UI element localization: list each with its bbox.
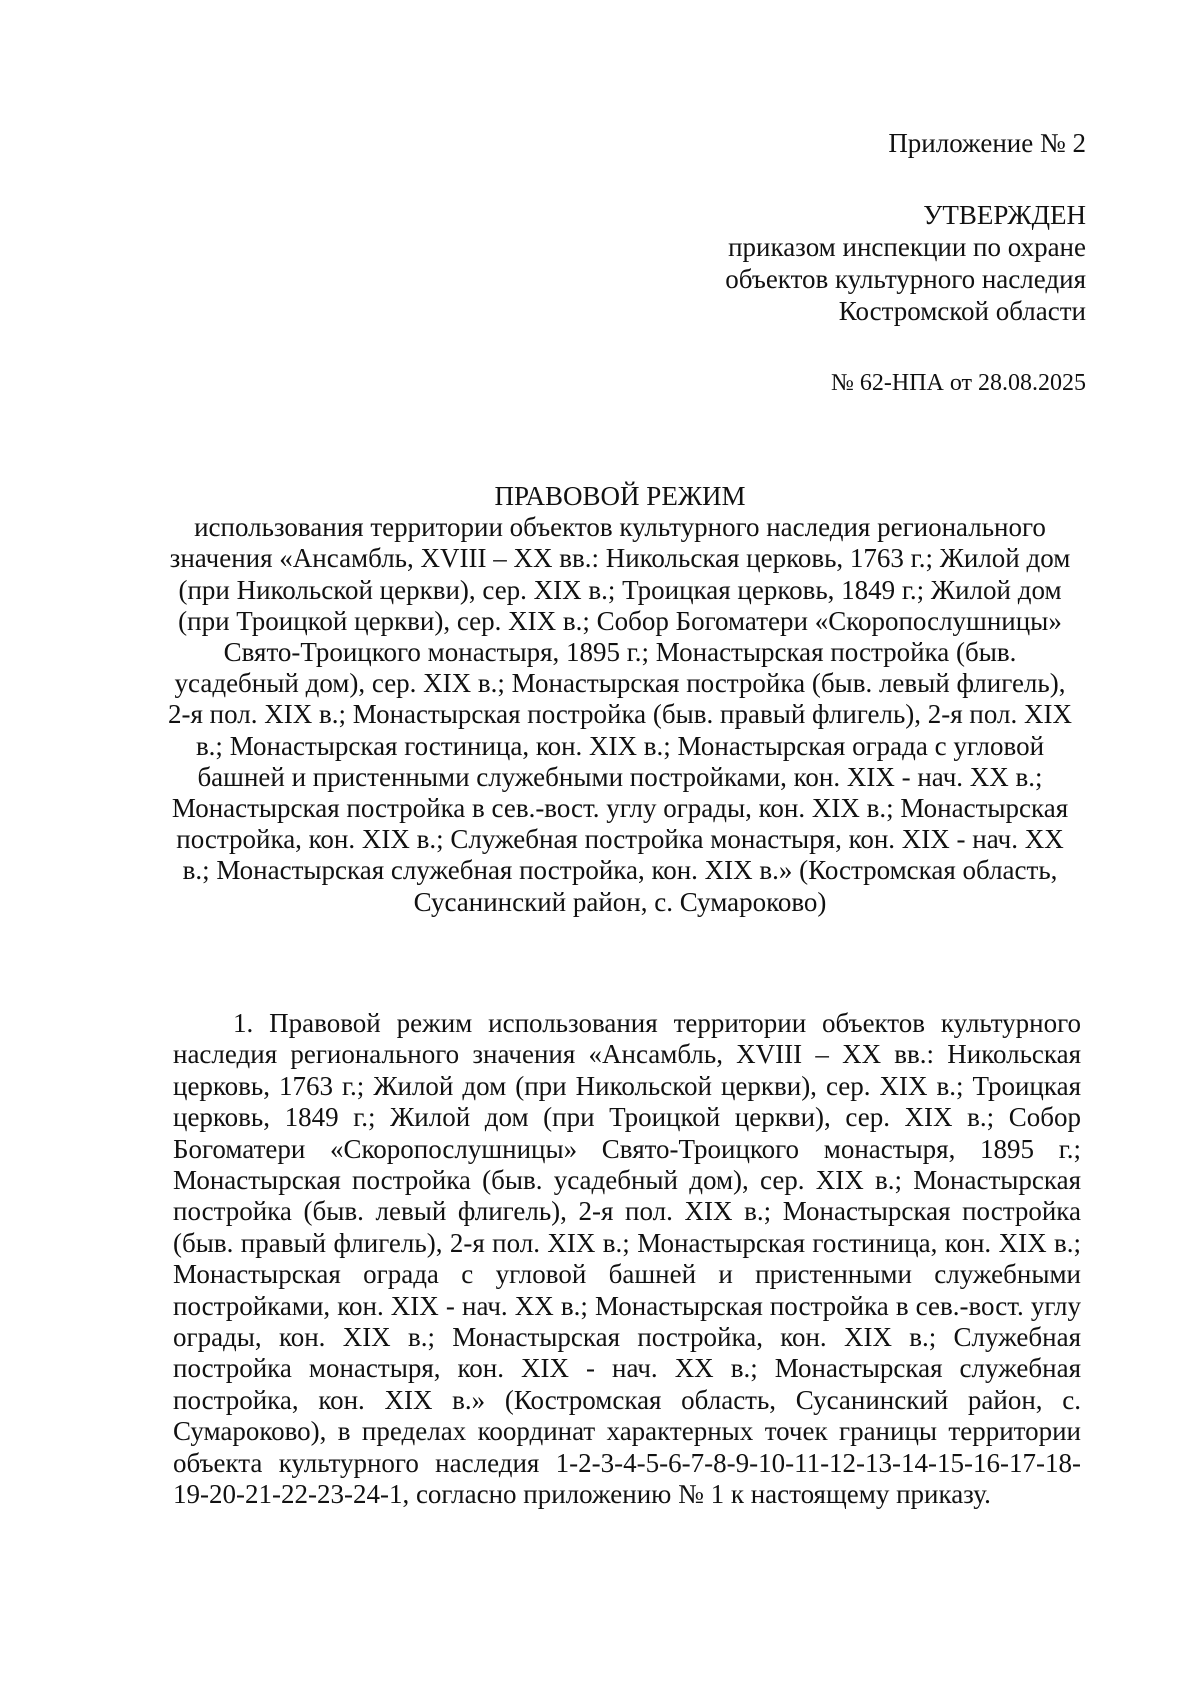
approved-by-line-3: Костромской области	[838, 296, 1086, 326]
document-title	[160, 481, 1080, 918]
approval-block	[725, 127, 1086, 399]
title-heading: ПРАВОВОЙ РЕЖИМ	[494, 481, 746, 511]
appendix-label: Приложение № 2	[888, 128, 1086, 158]
approved-by-line-2: объектов культурного наследия	[725, 264, 1086, 294]
approved-stamp: УТВЕРЖДЕН	[923, 200, 1086, 230]
paragraph-1: 1. Правовой режим использования территории объектов культурного наследия регионального значения «Ансамбль, XVIII – XX вв.: Никольская церковь, 1763 г.; Жилой дом (при Никольской церкви), сер. XIX в.; Троицкая церковь, 1849 г.; Жилой дом (при Троицкой церкви), сер. XIX в.; Собор Богоматери «Скоропослушницы» Свято-Троицкого монастыря, 1895 г.; Монастырская постройка (быв. усадебный дом), сер. XIX в.; Монастырская постройка (быв. левый флигель), 2-я пол. XIX в.; Монастырская постройка (быв. правый флигель), 2-я пол. XIX в.; Монастырская гостиница, кон. XIX в.; Монастырская ограда с угловой башней и пристенными служебными постройками, кон. XIX - нач. XX в.; Монастырская постройка в сев.-вост. углу ограды, кон. XIX в.; Монастырская постройка, кон. XIX в.; Служебная постройка монастыря, кон. XIX - нач. XX в.; Монастырская служебная постройка, кон. XIX в.» (Костромская область, Сусанинский район, с. Сумароково), в пределах координат характерных точек границы территории объекта культурного наследия 1-2-3-4-5-6-7-8-9-10-11-12-13-14-15-16-17-18-19-20-21-22-23-24-1, согласно приложению № 1 к настоящему приказу.	[173, 1008, 1081, 1510]
order-number: № 62-НПА от 28.08.2025	[830, 370, 1086, 396]
approved-by-line-1: приказом инспекции по охране	[728, 232, 1086, 262]
title-subtitle: использования территории объектов культурного наследия регионального значения «Ансамбль, XVIII – XX вв.: Никольская церковь, 1763 г.; Жилой дом (при Никольской церкви), сер. XIX в.; Троицкая церковь, 1849 г.; Жилой дом (при Троицкой церкви), сер. XIX в.; Собор Богоматери «Скоропослушницы» Свято-Троицкого монастыря, 1895 г.; Монастырская постройка (быв. усадебный дом), сер. XIX в.; Монастырская постройка (быв. левый флигель), 2-я пол. XIX в.; Монастырская постройка (быв. правый флигель), 2-я пол. XIX в.; Монастырская гостиница, кон. XIX в.; Монастырская ограда с угловой башней и пристенными служебными постройками, кон. XIX - нач. XX в.; Монастырская постройка в сев.-вост. углу ограды, кон. XIX в.; Монастырская постройка, кон. XIX в.; Служебная постройка монастыря, кон. XIX - нач. XX в.; Монастырская служебная постройка, кон. XIX в.» (Костромская область, Сусанинский район, с. Сумароково)	[168, 512, 1072, 917]
